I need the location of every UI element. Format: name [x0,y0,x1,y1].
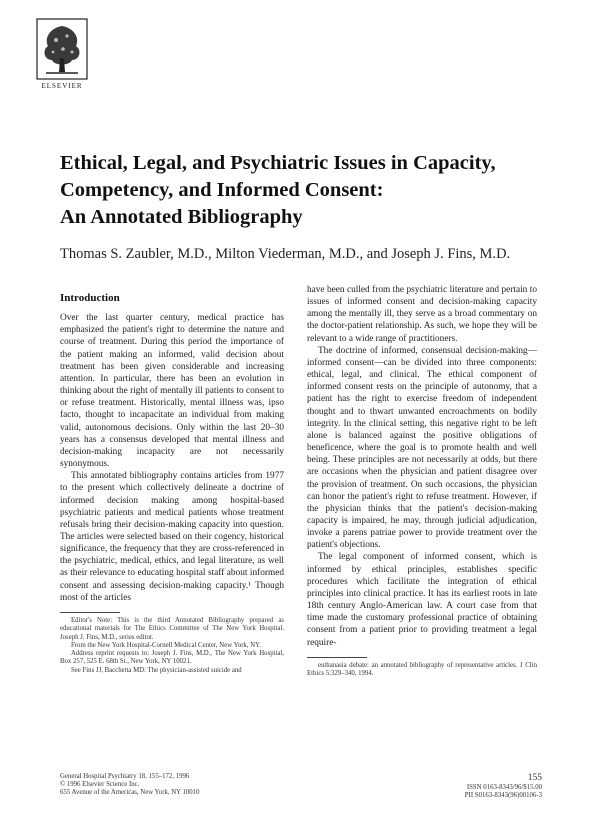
publisher-logo-text: ELSEVIER [41,82,83,90]
article-title-line: Ethical, Legal, and Psychiatric Issues in Capacity, [60,152,496,174]
article-authors: Thomas S. Zaubler, M.D., Milton Viederman, M.D., and Joseph J. Fins, M.D. [60,246,511,262]
body-paragraph: The legal component of informed consent, which is informed by ethical principles, establishes specific procedures which facilitate the integration of ethical principles into clinical practice. It has its earliest roots in late 18th century Anglo-American law. A court case from that time made the customary professional practice of obtaining consent from a patient prior to providing treatment a legal require- [307,552,537,648]
section-heading-introduction: Introduction [60,292,120,304]
footnote-affiliation: From the New York Hospital-Cornell Medical Center, New York, NY. [71,641,261,649]
footer-publisher-address: 655 Avenue of the Americas, New York, NY 10010 [60,789,200,797]
article-title-line: Competency, and Informed Consent: [60,179,384,201]
article-title-line: An Annotated Bibliography [60,206,303,228]
footer-issn: ISSN 0163-8343/96/$15.00 [466,784,542,791]
footer-copyright: © 1996 Elsevier Science Inc. [60,781,140,789]
right-column [307,284,537,678]
footer-citation: General Hospital Psychiatry 18, 155–172, 1996 [60,773,190,780]
publisher-logo [36,18,88,90]
footer-journal-info [60,773,200,798]
left-column [60,284,284,675]
footnote-continuation: euthanasia debate: an annotated bibliography of representative articles. J Clin Ethics 5:329–340, 1994. [307,661,537,677]
footnote-editors-note: Editor's Note: This is the third Annotated Bibliography prepared as educational materials for The Ethics Committee of The New York Hospital. Joseph J. Fins, M.D., series editor. [60,616,284,641]
footnote-divider [60,612,120,613]
elsevier-tree-icon [36,18,88,80]
article-title [60,150,560,231]
body-paragraph: have been culled from the psychiatric literature and pertain to issues of informed consent and decision-making capacity among the mentally ill, they serve as a broad commentary on the doctor-patient relationship. As such, we hope they will be relevant to a wide range of practitioners. [307,285,537,344]
body-paragraph: The doctrine of informed, consensual decision-making—informed consent—can be divided into three components: ethical, legal, and clinical. The ethical component of informed consent rests on the principle of autonomy, that a patient has the right to exercise freedom of independent thought and to thwart unwanted encroachments on bodily integrity. In the clinical setting, this negative right to be left alone is balanced against the positive obligations of beneficence, where the goal is to promote health and well being. These principles are not necessarily at odds, but there are occasions when the physician and patient disagree over the provision of treatment. On such occasions, the physician can honor the patient's right to refuse treatment. However, if the physician thinks that the patient's decision-making capacity is impaired, he may, through judicial adjudication, invoke a parens patriae power to provide treatment over the patient's objections. [307,345,537,551]
body-paragraph: This annotated bibliography contains articles from 1977 to the present which collectively delineate a doctrine of informed decision making among hospital-based psychiatric patients and medical patients whose treatment refusals bring their decision-making capacity into question. The articles were selected based on their cogency, historical significance, the frequency that they are cross-referenced in the psychiatric, medical, ethics, and legal literature, as well as their relevance to educating hospital staff about informed consent and assessing decision-making capacity.¹ Though most of the articles [60,471,284,603]
footnote-reference: See Fins JJ, Bacchetta MD: The physician-assisted suicide and [71,666,242,674]
page-number: 155 [527,773,542,783]
footer-issn-info [465,773,542,800]
footer-pii: PII S0163-8343(96)00106-3 [464,792,542,800]
body-paragraph: Over the last quarter century, medical practice has emphasized the patient's right to determine the nature and course of treatment. During this period the importance of the patient making an informed, valid decision about treatment has been given considerable and increasing attention. In particular, there has been an evolution in thinking about the right of mentally ill patients to consent to or refuse treatment. Historically, mental illness was, ipso facto, thought to incapacitate an individual from making valid, autonomous decisions. Only within the last 20–30 years has a consensus developed that mental illness and decision-making incapacity are not necessarily synonymous. [60,313,284,470]
footnote-divider [307,657,367,658]
footnote-reprint-address: Address reprint requests to: Joseph J. Fins, M.D., The New York Hospital, Box 257, 525 E. 68th St., New York, NY 10021. [60,650,284,666]
